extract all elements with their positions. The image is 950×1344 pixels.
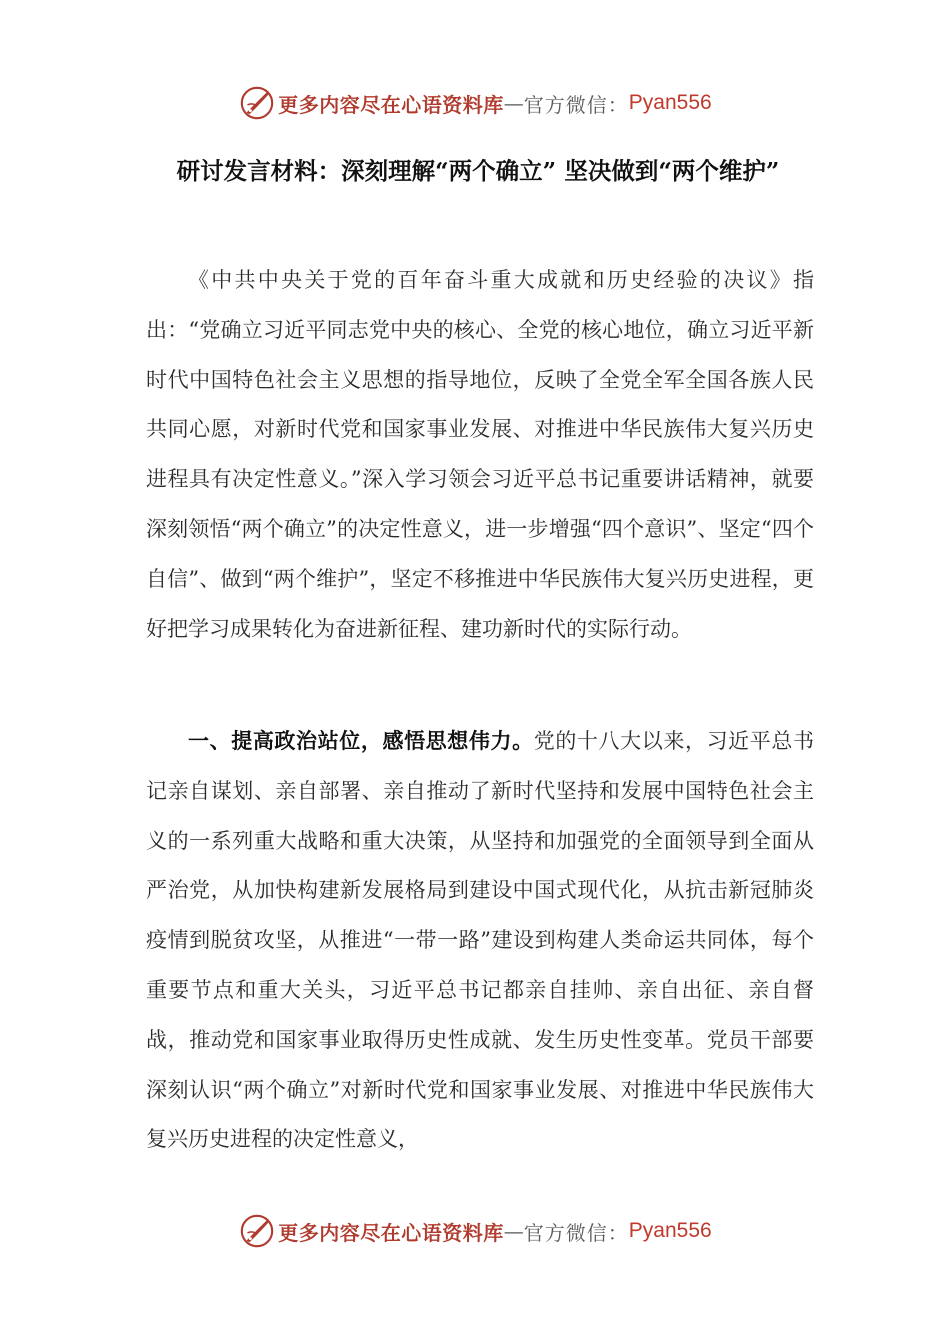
banner-wechat-label: 官方微信： xyxy=(523,1220,629,1245)
banner-content xyxy=(238,1212,711,1250)
banner-text: 更多内容尽在心语资料库 xyxy=(278,92,504,117)
pen-nib-logo-icon xyxy=(238,1212,276,1250)
section-1-text: 党的十八大以来，习近平总书记亲自谋划、亲自部署、亲自推动了新时代坚持和发展中国特色社会主义的一系列重大战略和重大决策，从坚持和加强党的全面领导到全面从严治党，从加快构建新发展格局到建设中国式现代化，从抗击新冠肺炎疫情到脱贫攻坚，从推进“一带一路”建设到构建人类命运共同体，每个重要节点和重大关头，习近平总书记都亲自挂帅、亲自出征、亲自督战，推动党和国家事业取得历史性成就、发生历史性变革。党员干部要深刻认识“两个确立”对新时代党和国家事业发展、对推进中华民族伟大复兴历史进程的决定性意义， xyxy=(146,729,815,1152)
paragraph-intro: 《中共中央关于党的百年奋斗重大成就和历史经验的决议》指出：“党确立习近平同志党中央的核心、全党的核心地位，确立习近平新时代中国特色社会主义思想的指导地位，反映了全党全军全国各族人民共同心愿，对新时代党和国家事业发展、对推进中华民族伟大复兴历史进程具有决定性意义。”深入学习领会习近平总书记重要讲话精神，就要深刻领悟“两个确立”的决定性意义，进一步增强“四个意识”、坚定“四个自信”、做到“两个维护”，坚定不移推进中华民族伟大复兴历史进程，更好把学习成果转化为奋进新征程、建功新时代的实际行动。 xyxy=(146,268,814,641)
banner-content xyxy=(238,84,711,122)
document-title: 研讨发言材料：深刻理解“两个确立” 坚决做到“两个维护” xyxy=(176,157,780,185)
pen-nib-logo-icon xyxy=(238,84,276,122)
header-banner[interactable] xyxy=(0,81,950,125)
banner-dash: — xyxy=(503,1219,524,1243)
banner-text: 更多内容尽在心语资料库 xyxy=(278,1220,504,1245)
footer-banner[interactable] xyxy=(0,1209,950,1253)
section-1-heading: 一、提高政治站位，感悟思想伟力。 xyxy=(188,728,534,753)
banner-wechat-id: Pyan556 xyxy=(628,91,712,114)
banner-wechat-id: Pyan556 xyxy=(628,1219,712,1242)
paragraph-section-1 xyxy=(146,716,814,1165)
banner-dash: — xyxy=(503,91,524,115)
banner-wechat-label: 官方微信： xyxy=(523,92,629,117)
